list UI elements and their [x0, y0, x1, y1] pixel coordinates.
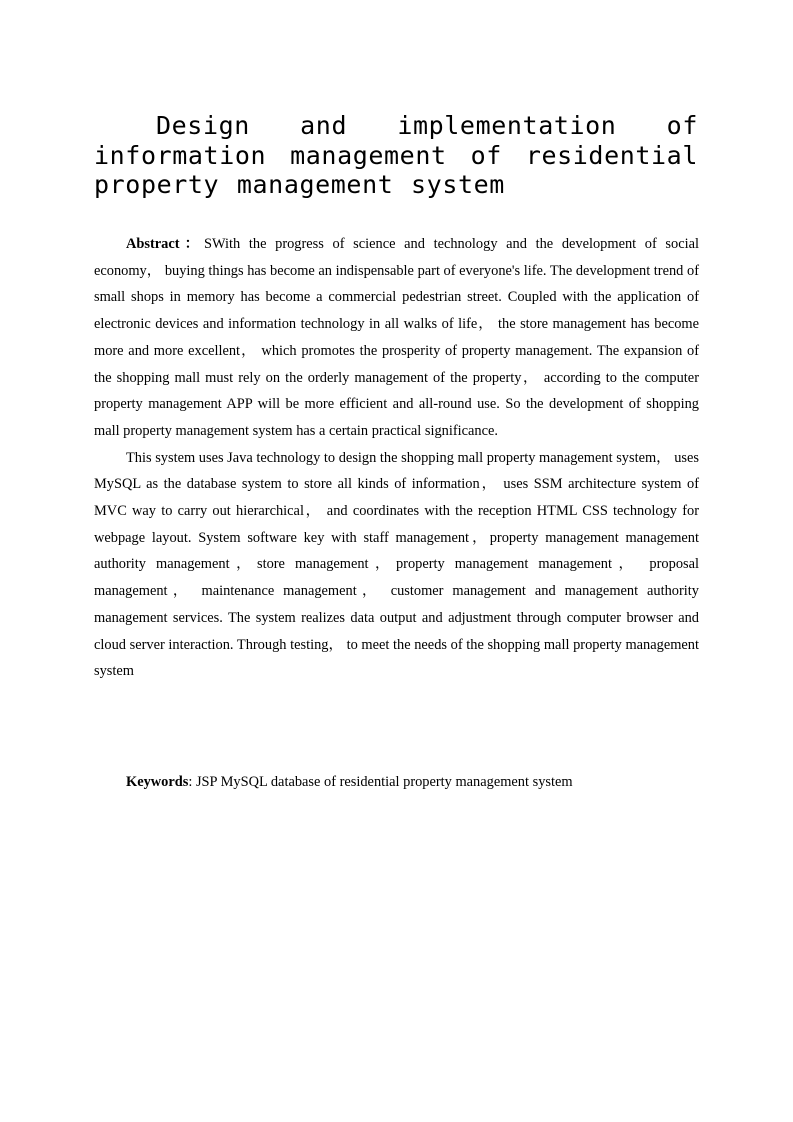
- abstract-paragraph-2: This system uses Java technology to design the shopping mall property management system， uses MySQL as the database system to store all kinds of information， uses SSM architecture system of MVC way to carry out hierarchical， and coordinates with the reception HTML CSS technology for webpage layout. System software key with staff management，property management management authority management，store management，property management management， proposal management， maintenance management， customer management and management authority management services. The system realizes data output and adjustment through computer browser and cloud server interaction. Through testing， to meet the needs of the shopping mall property management system: [94, 449, 699, 680]
- abstract-paragraph-1-text: SWith the progress of science and technology and the development of social economy， buying things has become an indispensable part of everyone's life. The development trend of small shops in memory has become a commercial pedestrian street. Coupled with the application of electronic devices and information technology in all walks of life， the store management has become more and more excellent， which promotes the prosperity of property management. The expansion of the shopping mall must rely on the orderly management of the property， according to the computer property management APP will be more efficient and all-round use. So the development of shopping mall property management system has a certain practical significance.: [94, 236, 699, 439]
- abstract-label: Abstract：: [126, 236, 205, 252]
- abstract-paragraph-1: [94, 231, 699, 445]
- document-title: Design and implementation of information management of residential property management system: [94, 111, 698, 199]
- keywords-label: Keywords: [126, 774, 189, 790]
- abstract-section: [94, 231, 699, 685]
- keywords-text: : JSP MySQL database of residential property management system: [188, 774, 573, 790]
- keywords-line: [94, 769, 699, 796]
